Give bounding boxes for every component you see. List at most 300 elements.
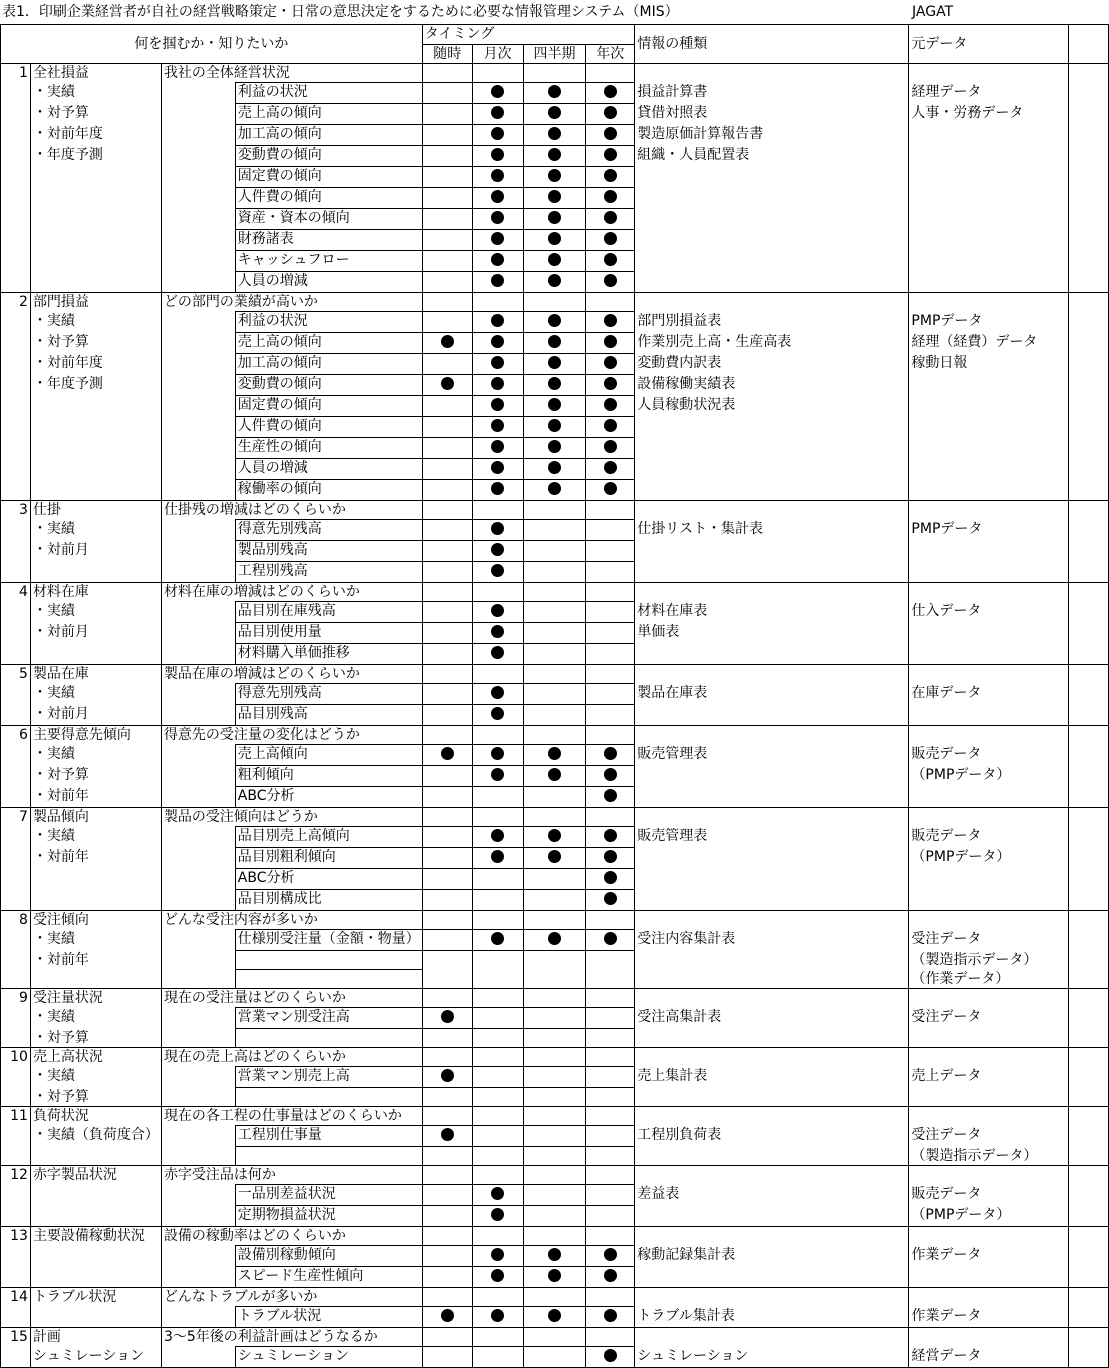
timing-cell [472,188,523,209]
source-data [909,396,1069,417]
info-type [635,911,909,930]
timing-cell [472,745,523,766]
empty-cell [1069,520,1109,541]
header-col-monthly: 月次 [472,44,523,64]
timing-cell [422,251,472,272]
timing-cell [586,167,635,188]
empty-cell [1069,1008,1109,1029]
section-number [1,480,31,501]
item-gap [161,1008,235,1029]
header-row-1 [1,25,1109,45]
timing-cell [472,1126,523,1147]
source-data [909,167,1069,188]
bullet-mark [604,190,617,203]
info-type [635,209,909,230]
section-number [1,684,31,705]
section-label: 主要設備稼動状況 [30,1227,161,1246]
timing-cell [586,312,635,333]
timing-cell [586,808,635,827]
brand-label: JAGAT [912,4,954,20]
section-label: 受注傾向 [30,911,161,930]
timing-cell [422,520,472,541]
bullet-mark [441,1309,454,1322]
timing-cell [523,83,586,104]
timing-cell [523,312,586,333]
section-label: 負荷状況 [30,1107,161,1126]
timing-cell [523,1166,586,1185]
section-number: 10 [1,1048,31,1067]
item-gap [161,787,235,808]
item-row [1,104,1109,125]
timing-cell [472,970,523,989]
timing-cell [422,1166,472,1185]
item-name: 工程別残高 [235,562,422,583]
bullet-mark [491,169,504,182]
section-number [1,1088,31,1107]
empty-cell [1069,951,1109,970]
timing-cell [422,230,472,251]
bullet-mark [548,747,561,760]
timing-cell [422,459,472,480]
source-data [909,562,1069,583]
info-type: 差益表 [635,1185,909,1206]
source-data: 販売データ [909,827,1069,848]
timing-cell [472,1166,523,1185]
timing-cell [422,1029,472,1048]
item-gap [161,848,235,869]
bullet-mark [548,253,561,266]
timing-cell [586,890,635,911]
item-name [235,1147,422,1166]
source-data: （PMPデータ） [909,848,1069,869]
section-sub [30,272,161,293]
timing-cell [422,1088,472,1107]
source-data [909,501,1069,520]
timing-cell [586,438,635,459]
section-row [1,808,1109,827]
section-number [1,1147,31,1166]
section-number: 15 [1,1328,31,1347]
item-name: 変動費の傾向 [235,375,422,396]
empty-cell [1069,104,1109,125]
bullet-mark [604,892,617,905]
table-title: 表1．印刷企業経営者が自社の経営戦略策定・日常の意思決定をするために必要な情報管理システム（MIS） [2,4,679,20]
empty-cell [1069,808,1109,827]
source-data [909,911,1069,930]
bullet-mark [548,211,561,224]
bullet-mark [491,625,504,638]
empty-cell [1069,354,1109,375]
timing-cell [422,1307,472,1328]
bullet-mark [604,1248,617,1261]
bullet-mark [604,274,617,287]
timing-cell [422,417,472,438]
timing-cell [472,890,523,911]
timing-cell [586,951,635,970]
timing-cell [472,562,523,583]
bullet-mark [491,707,504,720]
timing-cell [472,930,523,951]
item-name: 人件費の傾向 [235,417,422,438]
timing-cell [523,705,586,726]
section-number [1,930,31,951]
empty-cell [1069,541,1109,562]
timing-cell [422,125,472,146]
timing-cell [472,705,523,726]
timing-cell [422,602,472,623]
bullet-mark [548,314,561,327]
section-sub: ・対前年 [30,848,161,869]
header-info: 情報の種類 [635,25,909,64]
bullet-mark [548,148,561,161]
section-number [1,209,31,230]
section-sub: ・実績 [30,520,161,541]
section-sub [30,167,161,188]
timing-cell [472,1328,523,1347]
timing-cell [586,1246,635,1267]
empty-cell [1069,396,1109,417]
timing-cell [422,562,472,583]
timing-cell [422,1288,472,1307]
item-name: 人員の増減 [235,459,422,480]
empty-cell [1069,333,1109,354]
bullet-mark [491,356,504,369]
bullet-mark [604,148,617,161]
item-row [1,1088,1109,1107]
info-type [635,951,909,970]
bullet-mark [548,190,561,203]
source-data [909,146,1069,167]
section-number [1,869,31,890]
timing-cell [523,417,586,438]
info-type: 売上集計表 [635,1067,909,1088]
source-data: 作業データ [909,1246,1069,1267]
item-gap [161,417,235,438]
item-name: 仕様別受注量（金額・物量） [235,930,422,951]
timing-cell [472,911,523,930]
section-number [1,251,31,272]
timing-cell [472,951,523,970]
timing-cell [472,1048,523,1067]
empty-cell [1069,64,1109,83]
info-type [635,417,909,438]
timing-cell [586,1126,635,1147]
item-row [1,230,1109,251]
info-type [635,1166,909,1185]
item-row [1,562,1109,583]
item-gap [161,623,235,644]
info-type [635,1147,909,1166]
source-data: （製造指示データ） [909,1147,1069,1166]
empty-cell [1069,930,1109,951]
bullet-mark [548,335,561,348]
item-gap [161,83,235,104]
item-gap [161,602,235,623]
info-type [635,1328,909,1347]
empty-cell [1069,1307,1109,1328]
section-row [1,64,1109,83]
timing-cell [422,705,472,726]
bullet-mark [604,85,617,98]
timing-cell [472,808,523,827]
timing-cell [422,848,472,869]
source-data: 受注データ [909,930,1069,951]
timing-cell [422,104,472,125]
section-number: 6 [1,726,31,745]
bullet-mark [491,211,504,224]
timing-cell [422,293,472,312]
empty-cell [1069,438,1109,459]
empty-cell [1069,188,1109,209]
timing-cell [472,83,523,104]
item-name: 得意先別残高 [235,684,422,705]
empty-cell [1069,480,1109,501]
source-data: 売上データ [909,1067,1069,1088]
source-data [909,644,1069,665]
bullet-mark [491,232,504,245]
info-type: 変動費内訳表 [635,354,909,375]
timing-cell [422,167,472,188]
timing-cell [586,83,635,104]
info-type [635,1107,909,1126]
item-name [235,1029,422,1048]
section-number: 8 [1,911,31,930]
item-row [1,1185,1109,1206]
section-number [1,272,31,293]
bullet-mark [491,1248,504,1261]
timing-cell [523,1267,586,1288]
timing-cell [523,501,586,520]
item-gap [161,167,235,188]
timing-cell [586,64,635,83]
timing-cell [523,1048,586,1067]
timing-cell [422,930,472,951]
source-data [909,480,1069,501]
item-gap [161,1206,235,1227]
info-type: 工程別負荷表 [635,1126,909,1147]
item-gap [161,1147,235,1166]
bullet-mark [604,747,617,760]
bullet-mark [441,747,454,760]
item-gap [161,146,235,167]
item-row [1,125,1109,146]
timing-cell [472,396,523,417]
item-row [1,272,1109,293]
source-data [909,890,1069,911]
timing-cell [422,1048,472,1067]
item-gap [161,1126,235,1147]
section-number [1,623,31,644]
bullet-mark [491,850,504,863]
timing-cell [523,188,586,209]
section-number [1,1029,31,1048]
timing-cell [523,1347,586,1368]
item-name: 工程別仕事量 [235,1126,422,1147]
bullet-mark [548,829,561,842]
timing-cell [586,562,635,583]
timing-cell [586,787,635,808]
item-row [1,1206,1109,1227]
timing-cell [472,480,523,501]
timing-cell [422,787,472,808]
empty-cell [1069,726,1109,745]
info-type [635,167,909,188]
timing-cell [523,1307,586,1328]
section-number [1,602,31,623]
info-type: 作業別売上高・生産高表 [635,333,909,354]
info-type: 貸借対照表 [635,104,909,125]
item-row [1,1267,1109,1288]
bullet-mark [491,148,504,161]
item-name: 変動費の傾向 [235,146,422,167]
timing-cell [523,167,586,188]
timing-cell [523,1288,586,1307]
timing-cell [422,644,472,665]
timing-cell [472,146,523,167]
source-data: 稼動日報 [909,354,1069,375]
timing-cell [586,705,635,726]
info-type: 販売管理表 [635,745,909,766]
source-data: 作業データ [909,1307,1069,1328]
bullet-mark [604,232,617,245]
section-number [1,1347,31,1368]
timing-cell [586,354,635,375]
item-row [1,396,1109,417]
timing-cell [422,146,472,167]
section-label: 部門損益 [30,293,161,312]
timing-cell [422,1147,472,1166]
section-sub [30,459,161,480]
empty-cell [1069,684,1109,705]
section-number: 4 [1,583,31,602]
item-name: 利益の状況 [235,312,422,333]
timing-cell [523,848,586,869]
item-row [1,602,1109,623]
section-label: 全社損益 [30,64,161,83]
bullet-mark [548,1248,561,1261]
timing-cell [523,745,586,766]
timing-cell [422,64,472,83]
source-data [909,665,1069,684]
section-label: 計画 [30,1328,161,1347]
section-number [1,1246,31,1267]
empty-cell [1069,890,1109,911]
section-number [1,417,31,438]
source-data: PMPデータ [909,520,1069,541]
section-sub [30,209,161,230]
section-sub [30,1307,161,1328]
bullet-mark [491,314,504,327]
info-type [635,808,909,827]
info-type [635,1088,909,1107]
section-question: 3〜5年後の利益計画はどうなるか [161,1328,422,1347]
timing-cell [523,1246,586,1267]
header-col-anytime: 随時 [422,44,472,64]
timing-cell [472,1107,523,1126]
section-sub: ・実績 [30,930,161,951]
timing-cell [586,375,635,396]
bullet-mark [604,850,617,863]
timing-cell [472,1246,523,1267]
item-gap [161,438,235,459]
section-number: 1 [1,64,31,83]
source-data: 経理（経費）データ [909,333,1069,354]
item-gap [161,705,235,726]
section-sub [30,230,161,251]
section-number [1,1267,31,1288]
source-data [909,64,1069,83]
timing-cell [422,272,472,293]
section-sub: ・対予算 [30,766,161,787]
timing-cell [586,623,635,644]
item-row [1,951,1109,970]
item-row [1,209,1109,230]
info-type: 稼動記録集計表 [635,1246,909,1267]
bullet-mark [604,335,617,348]
section-number [1,396,31,417]
timing-cell [586,396,635,417]
timing-cell [523,251,586,272]
empty-cell [1069,293,1109,312]
section-sub [30,562,161,583]
item-gap [161,1185,235,1206]
item-gap [161,520,235,541]
empty-cell [1069,644,1109,665]
item-gap [161,104,235,125]
bullet-mark [604,356,617,369]
section-sub: ・対予算 [30,333,161,354]
timing-cell [586,1267,635,1288]
timing-cell [422,333,472,354]
source-data [909,375,1069,396]
bullet-mark [548,482,561,495]
source-data: （製造指示データ） [909,951,1069,970]
item-name: 品目別残高 [235,705,422,726]
timing-cell [523,787,586,808]
timing-cell [523,1008,586,1029]
section-label: トラブル状況 [30,1288,161,1307]
section-sub: ・実績 [30,745,161,766]
section-label: 製品在庫 [30,665,161,684]
timing-cell [586,1008,635,1029]
timing-cell [472,541,523,562]
timing-cell [586,827,635,848]
empty-cell [1069,25,1109,64]
bullet-mark [604,314,617,327]
section-sub [30,1267,161,1288]
bullet-mark [548,419,561,432]
bullet-mark [604,789,617,802]
item-gap [161,1347,235,1368]
section-label: 赤字製品状況 [30,1166,161,1185]
item-row [1,438,1109,459]
item-row [1,83,1109,104]
info-type [635,562,909,583]
bullet-mark [548,440,561,453]
mis-table [0,24,1109,1368]
info-type: 損益計算書 [635,83,909,104]
empty-cell [1069,562,1109,583]
section-number [1,354,31,375]
timing-cell [523,1206,586,1227]
info-type: 単価表 [635,623,909,644]
timing-cell [523,293,586,312]
timing-cell [523,520,586,541]
source-data: 人事・労務データ [909,104,1069,125]
timing-cell [472,665,523,684]
header-col-yearly: 年次 [586,44,635,64]
section-number [1,83,31,104]
